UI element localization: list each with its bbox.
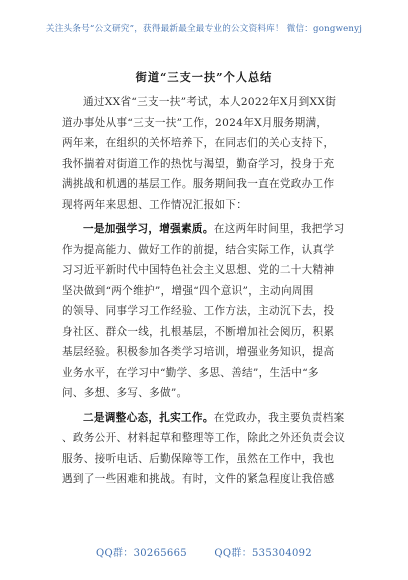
section2-line: 遇到了一些困难和挑战。有时，文件的紧急程度让我倍感 xyxy=(62,473,335,485)
banner-text: 关注头条号“公文研究”，获得最新最全最专业的公文资料库！ 微信：gongwenyj xyxy=(45,24,363,34)
intro-line: 现将两年来思想、工作情况汇报如下： xyxy=(62,198,248,211)
section2-heading: 二是调整心态，扎实工作。 xyxy=(83,411,214,424)
section1-heading: 一是加强学习，增强素质。 xyxy=(83,223,214,235)
section1-first-line xyxy=(62,219,350,240)
section1-line: 习习近平新时代中国特色社会主义思想、党的二十大精神 xyxy=(62,264,335,276)
section2-first-text: 在党政办，我主要负责档案 xyxy=(213,411,345,424)
section1-first-text: 在这两年时间里，我把学习 xyxy=(213,223,345,235)
header-banner xyxy=(0,22,408,34)
document-body xyxy=(62,92,350,490)
section1-line: 问、多想、多写、多做”。 xyxy=(62,387,188,399)
document-title: 街道“三支一扶”个人总结 xyxy=(135,70,273,84)
intro-line: 满挑战和机遇的基层工作。服务期间我一直在党政办工作 xyxy=(62,178,335,190)
intro-line: 我怀揣着对街道工作的热忱与渴望，勤奋学习，投身于充 xyxy=(62,157,335,170)
section1-line: 作为提高能力、做好工作的前提，结合实际工作，认真学 xyxy=(62,243,335,256)
section2-line: 、政务公开、材料起草和整理等工作，除此之外还负责会议 xyxy=(62,432,346,444)
section1-line: 坚决做到“两个维护”，增强“四个意识”，主动向周围 xyxy=(62,284,314,297)
qq-group-label: QQ群：30265665 xyxy=(96,548,187,559)
qq-group2-label: QQ群：535304092 xyxy=(214,548,312,559)
intro-line: 通过XX省“三支一扶”考试，本人2022年X月到XX街 xyxy=(83,96,337,108)
section1-line: 基层经验。积极参加各类学习培训，增强业务知识，提高 xyxy=(62,346,335,358)
section1-line: 的领导、同事学习工作经验、工作方法，主动沉下去，投 xyxy=(62,305,335,317)
section1-line: 业务水平，在学习中“勤学、多思、善结”，生活中“多 xyxy=(62,366,319,379)
intro-line: 道办事处从事“三支一扶”工作，2024年X月服务期满， xyxy=(62,116,328,129)
section2-first-line xyxy=(62,408,350,429)
footer-contacts xyxy=(0,544,408,559)
section1-line: 身社区、群众一线，扎根基层，不断增加社会阅历，积累 xyxy=(62,325,335,338)
intro-line: 两年来，在组织的关怀培养下，在同志们的关心支持下， xyxy=(62,137,335,149)
section2-line: 服务、接听电话、后勤保障等工作，虽然在工作中，我也 xyxy=(62,452,335,465)
